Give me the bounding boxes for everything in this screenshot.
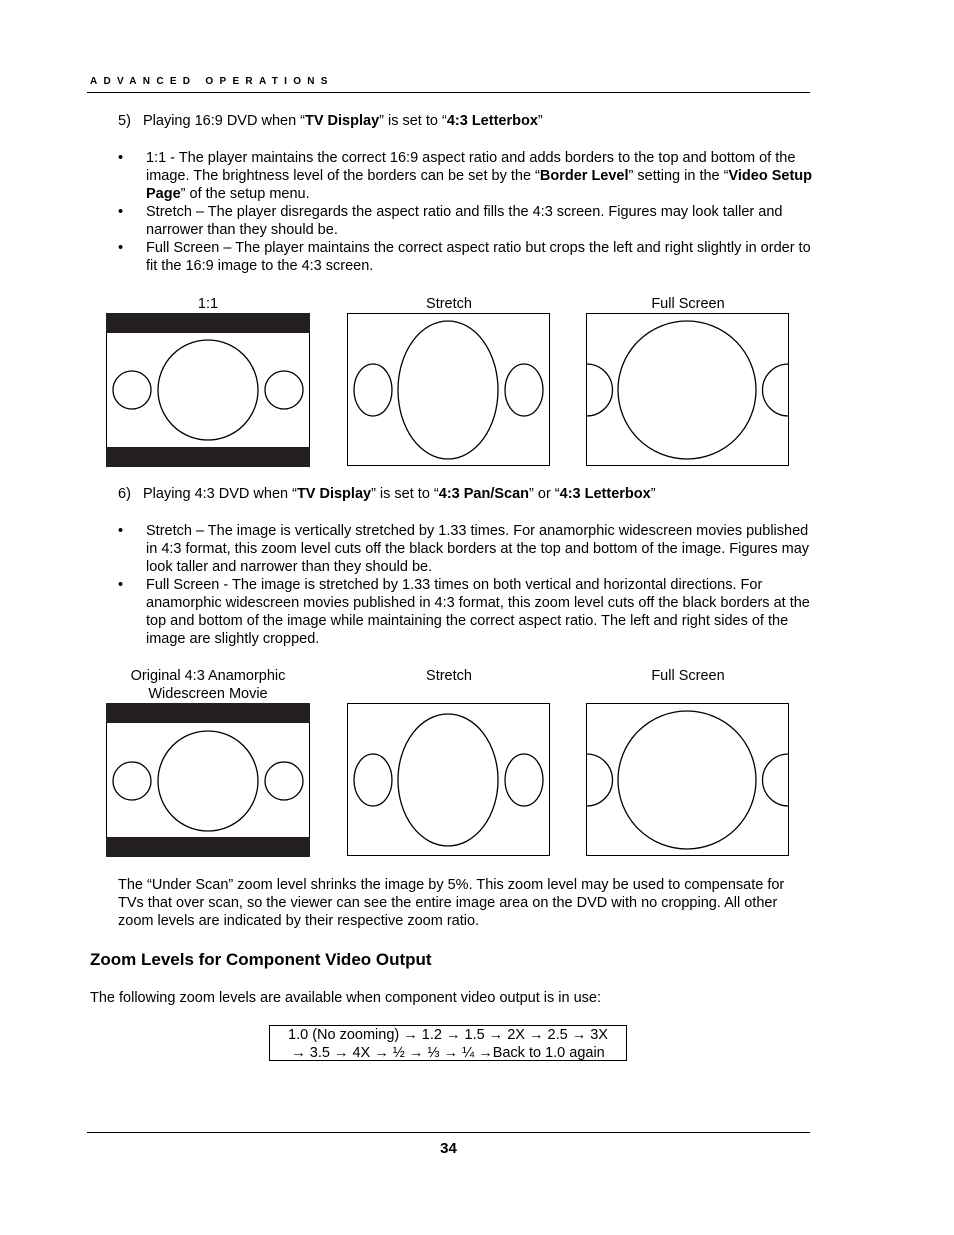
step6-bold-letterbox: 4:3 Letterbox	[559, 486, 651, 502]
step6-text-pre: Playing 4:3 DVD when “	[143, 486, 297, 502]
step5-bullet-list	[118, 149, 818, 275]
diagram-full-screen-2	[586, 703, 790, 857]
diagram-stretch-2	[347, 703, 551, 857]
bold-video-setup-page: Video Setup Page	[146, 168, 812, 202]
zoom-levels-intro: The following zoom levels are available when component video output is in use:	[90, 990, 602, 1006]
bullet-dot: •	[118, 577, 124, 593]
step6-bold-tv-display: TV Display	[296, 486, 372, 502]
step6-bullet-list	[118, 522, 818, 648]
step6-bold-pan-scan: 4:3 Pan/Scan	[438, 486, 530, 502]
step6-bullet-2	[118, 576, 818, 648]
zoom-sequence-line-1: 1.0 (No zooming) → 1.2 → 1.5 → 2X → 2.5 → 3X	[288, 1027, 608, 1043]
step5-bullet-2	[118, 203, 818, 239]
section-header: ADVANCED OPERATIONS	[90, 76, 334, 87]
diagram-stretch	[347, 313, 551, 467]
caption-1to1: 1:1	[197, 296, 219, 312]
bullet-text: ” of the setup menu.	[180, 186, 310, 202]
caption-line-2: Widescreen Movie	[148, 686, 268, 702]
step6-text-mid2: ” or “	[529, 486, 560, 502]
diagram-full-screen	[586, 313, 790, 467]
bullet-dot: •	[118, 204, 124, 220]
step5-text-pre: Playing 16:9 DVD when “	[143, 113, 305, 129]
step5-bold-tv-display: TV Display	[305, 113, 380, 129]
zoom-sequence-box	[269, 1025, 627, 1061]
bullet-dot: •	[118, 150, 124, 166]
caption-original-anamorphic	[106, 667, 310, 703]
page-number: 34	[440, 1140, 457, 1157]
step5-heading	[118, 112, 543, 130]
step5-number: 5)	[118, 113, 131, 129]
diagram-original-anamorphic	[106, 703, 310, 857]
step6-bullet-1	[118, 522, 818, 576]
zoom-levels-heading: Zoom Levels for Component Video Output	[90, 950, 432, 969]
header-rule	[87, 92, 810, 93]
footer-rule	[87, 1132, 810, 1133]
step5-bullet-1	[118, 149, 818, 203]
caption-full-screen: Full Screen	[651, 296, 725, 312]
step5-bullet-3	[118, 239, 818, 275]
step5-text-post: ”	[537, 113, 543, 129]
step6-heading	[118, 485, 656, 503]
step6-text-post: ”	[650, 486, 656, 502]
bullet-text: Full Screen – The player maintains the correct aspect ratio but crops the left and right slightly in order to fit the 16:9 image to the 4:3 screen.	[146, 240, 811, 274]
diagram-letterbox-1to1	[106, 313, 310, 467]
bullet-text: Stretch – The player disregards the aspect ratio and fills the 4:3 screen. Figures may look taller and narrower than they should be.	[146, 204, 783, 238]
bold-border-level: Border Level	[539, 168, 629, 184]
bullet-dot: •	[118, 240, 124, 256]
caption-line-1: Original 4:3 Anamorphic	[130, 668, 286, 684]
caption-stretch: Stretch	[426, 296, 472, 312]
step5-bold-letterbox: 4:3 Letterbox	[446, 113, 538, 129]
bullet-text: Full Screen - The image is stretched by 1.33 times on both vertical and horizontal directions. For anamorphic widescreen movies published in 4:3 format, this zoom level cuts off the black borders at the top and bottom of the image while maintaining the correct aspect ratio. The left and right sides of the image are slightly cropped.	[146, 577, 810, 647]
caption-stretch-2: Stretch	[426, 668, 472, 684]
underscan-paragraph: The “Under Scan” zoom level shrinks the image by 5%. This zoom level may be used to compensate for TVs that over scan, so the viewer can see the entire image area on the DVD with no cropping. All other zoom levels are indicated by their respective zoom ratio.	[118, 877, 785, 929]
step6-number: 6)	[118, 486, 131, 502]
bullet-text: 1:1 - The player maintains the correct 16:9 aspect ratio and adds borders to the top and bottom of the image. The brightness level of the borders can be set by the “	[146, 150, 796, 184]
zoom-sequence-line-2: → 3.5 → 4X → ½ → ⅓ → ¼ →Back to 1.0 again	[291, 1045, 605, 1061]
step6-text-mid: ” is set to “	[371, 486, 439, 502]
bullet-text: Stretch – The image is vertically stretched by 1.33 times. For anamorphic widescreen movies published in 4:3 format, this zoom level cuts off the black borders at the top and bottom of the image. Figures may look taller and narrower than they should be.	[146, 523, 810, 575]
bullet-text: ” setting in the “	[628, 168, 729, 184]
bullet-dot: •	[118, 523, 124, 539]
step5-text-mid: ” is set to “	[379, 113, 447, 129]
caption-full-screen-2: Full Screen	[651, 668, 725, 684]
